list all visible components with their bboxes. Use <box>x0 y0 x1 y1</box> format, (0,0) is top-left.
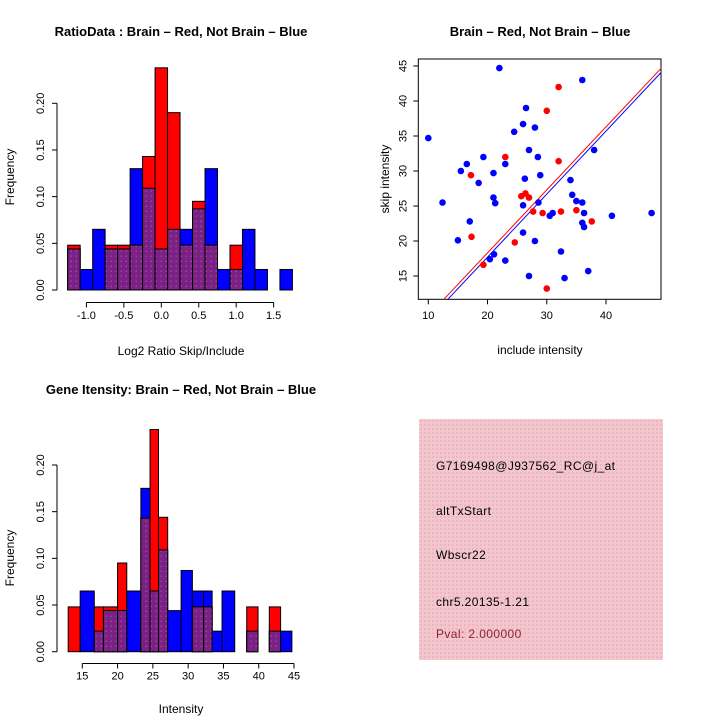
chart-text: 25 <box>397 199 410 213</box>
scatter-point <box>520 229 527 236</box>
chart-text: Log2 Ratio Skip/Include <box>117 344 245 358</box>
histogram-bar-overlap <box>192 607 203 652</box>
chart-text: 40 <box>252 670 265 683</box>
probe-id-text: G7169498@J937562_RC@j_at <box>436 459 616 473</box>
scatter-point <box>539 210 546 217</box>
info-box <box>419 419 663 660</box>
chart-text: 30 <box>182 670 195 683</box>
scatter-point <box>561 275 568 282</box>
scatter-point <box>468 234 475 241</box>
scatter-point <box>573 207 580 214</box>
scatter-point <box>466 218 473 225</box>
chart-text: 30 <box>540 310 553 322</box>
chart-text: 0.05 <box>35 232 47 255</box>
chart-text: 0.5 <box>191 310 207 322</box>
histogram-bar-blue <box>218 269 230 290</box>
histogram-bar-overlap <box>118 249 130 290</box>
scatter-point <box>511 129 518 136</box>
scatter-point <box>487 256 494 263</box>
histogram-bar-blue <box>168 611 181 652</box>
panel-ratio-histogram <box>0 0 360 360</box>
histogram-bar-blue <box>281 631 292 652</box>
scatter-point <box>567 177 574 184</box>
histogram-bar-overlap <box>141 518 150 651</box>
scatter-point <box>648 210 655 217</box>
histogram-bar-blue <box>181 570 192 651</box>
histogram-bar-overlap <box>143 188 155 290</box>
chart-text: Frequency <box>3 148 17 206</box>
scatter-point <box>591 147 598 154</box>
scatter-point <box>468 172 475 179</box>
histogram-bar-overlap <box>230 269 242 290</box>
chart-text: skip intensity <box>378 144 392 214</box>
scatter-point <box>520 121 527 128</box>
histogram-bar-red <box>68 607 80 652</box>
chart-text: 0.15 <box>35 139 47 161</box>
scatter-point <box>555 84 562 91</box>
locus-text: chr5.20135-1.21 <box>436 595 530 609</box>
chart-text: 0.20 <box>35 454 47 476</box>
scatter-point <box>573 198 580 205</box>
chart-text: -0.5 <box>114 310 134 322</box>
scatter-point <box>579 77 586 84</box>
chart-text: 40 <box>397 94 410 108</box>
chart-text: 1.5 <box>266 310 282 322</box>
scatter-point <box>532 124 539 131</box>
chart-text: 1.0 <box>228 310 244 322</box>
chart-text: 35 <box>217 670 230 683</box>
histogram-bar-blue <box>242 229 254 290</box>
chart-text: 0.0 <box>153 310 169 322</box>
chart-text: 20 <box>111 670 124 683</box>
scatter-point <box>555 158 562 165</box>
chart-text: Frequency <box>3 529 17 587</box>
chart-text: 20 <box>397 234 410 248</box>
pval-text: Pval: 2.000000 <box>436 627 522 641</box>
panel-info-box <box>360 360 720 720</box>
scatter-point <box>520 202 527 209</box>
scatter-point <box>558 248 565 255</box>
histogram-bar-overlap <box>150 591 158 652</box>
histogram-bar-overlap <box>68 249 80 290</box>
scatter-point <box>609 213 616 220</box>
histogram-bar-overlap <box>103 611 117 652</box>
scatter-point <box>490 194 497 201</box>
scatter-point <box>535 199 542 206</box>
chart-text: -1.0 <box>76 310 96 322</box>
scatter-point <box>458 168 465 175</box>
histogram-bar-overlap <box>180 245 192 290</box>
chart-text: RatioData : Brain – Red, Not Brain – Blue <box>54 24 308 39</box>
histogram-bar-overlap <box>205 245 217 290</box>
scatter-point <box>455 237 462 244</box>
scatter-point <box>502 161 509 168</box>
scatter-point <box>543 108 550 115</box>
scatter-point <box>511 239 518 246</box>
chart-text: 35 <box>397 129 410 143</box>
scatter-point <box>439 199 446 206</box>
chart-text: 20 <box>481 310 494 322</box>
chart-text: 45 <box>287 670 301 683</box>
chart-text: 0.20 <box>35 92 47 115</box>
chart-text: 15 <box>76 670 89 683</box>
chart-text: 0.00 <box>35 279 47 301</box>
scatter-point <box>502 154 509 161</box>
chart-text: 0.00 <box>35 640 47 663</box>
panel-intensity-scatter <box>360 0 720 360</box>
chart-text: 0.15 <box>35 500 47 523</box>
scatter-point <box>558 208 565 215</box>
scatter-point <box>490 170 497 177</box>
chart-text: Brain – Red, Not Brain – Blue <box>449 24 631 39</box>
scatter-point <box>581 224 588 231</box>
plot-box <box>418 59 661 299</box>
histogram-bar-overlap <box>204 607 212 652</box>
scatter-point <box>526 194 533 201</box>
histogram-bar-overlap <box>105 249 117 290</box>
scatter-point <box>496 65 503 72</box>
scatter-point <box>480 262 487 269</box>
chart-text: 0.05 <box>35 594 47 616</box>
scatter-point <box>526 273 533 280</box>
scatter-point <box>588 218 595 225</box>
histogram-bar-blue <box>127 591 141 652</box>
chart-text: 25 <box>146 670 159 683</box>
histogram-bar-blue <box>93 229 105 290</box>
chart-text: Gene Itensity: Brain – Red, Not Brain – Blue <box>45 382 317 397</box>
chart-text: 0.10 <box>35 547 47 570</box>
scatter-point <box>581 210 588 217</box>
scatter-point <box>463 161 470 168</box>
scatter-point <box>523 105 530 112</box>
histogram-bar-blue <box>80 269 92 290</box>
histogram-bar-overlap <box>247 631 258 652</box>
histogram-bar-overlap <box>193 209 205 290</box>
histogram-bar-overlap <box>118 611 127 652</box>
scatter-point <box>537 172 544 179</box>
chart-text: 40 <box>599 310 613 322</box>
scatter-point <box>475 180 482 187</box>
scatter-point <box>425 135 432 142</box>
ratio-histogram-chart <box>0 0 360 360</box>
chart-text: Intensity <box>158 702 204 716</box>
histogram-bar-blue <box>222 591 235 652</box>
scatter-point <box>522 175 529 182</box>
scatter-point <box>579 199 586 206</box>
panel-gene-intensity-histogram <box>0 360 360 720</box>
scatter-point <box>585 268 592 275</box>
scatter-point <box>530 208 537 215</box>
chart-text: 0.10 <box>35 185 47 208</box>
chart-text: 10 <box>422 310 435 322</box>
histogram-bar-overlap <box>130 245 142 290</box>
scatter-points <box>468 84 595 292</box>
chart-text: include intensity <box>497 343 583 357</box>
chart-text: 15 <box>397 269 410 283</box>
scatter-point <box>502 257 509 264</box>
scatter-point <box>526 147 533 154</box>
histogram-bar-overlap <box>269 631 280 652</box>
gene-name-text: Wbscr22 <box>436 548 487 562</box>
histogram-bar-overlap <box>168 229 180 290</box>
event-type-text: altTxStart <box>436 504 492 518</box>
histogram-bars <box>68 430 292 652</box>
scatter-point <box>543 285 550 292</box>
histogram-bar-blue <box>80 591 94 652</box>
histogram-bars <box>68 68 293 290</box>
scatter-point <box>532 238 539 245</box>
gene-intensity-histogram-chart <box>0 360 360 720</box>
chart-text: 30 <box>397 164 410 178</box>
histogram-bar-overlap <box>155 249 167 290</box>
histogram-bar-blue <box>212 631 222 652</box>
scatter-point <box>535 154 542 161</box>
scatter-point <box>569 192 576 199</box>
histogram-bar-blue <box>280 269 292 290</box>
scatter-point <box>549 210 556 217</box>
intensity-scatter-chart <box>360 0 720 360</box>
chart-text: 45 <box>397 59 410 73</box>
histogram-bar-overlap <box>159 550 168 652</box>
scatter-point <box>480 154 487 161</box>
histogram-bar-overlap <box>94 631 103 652</box>
scatter-point <box>492 200 499 207</box>
scatter-points <box>425 65 655 282</box>
histogram-bar-blue <box>255 269 267 290</box>
